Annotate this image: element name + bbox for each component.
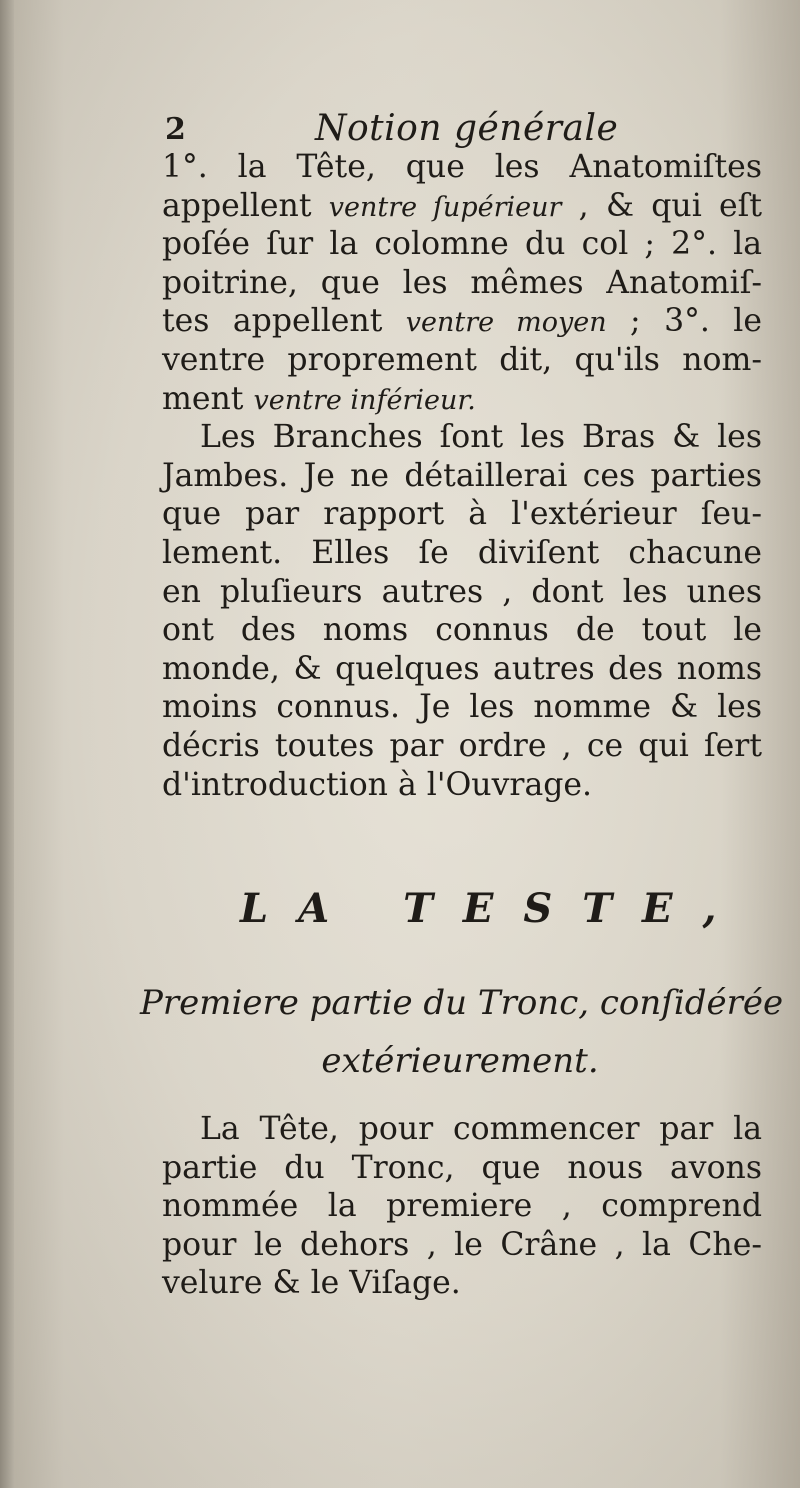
text-line: décris toutes par ordre , ce qui ſert <box>162 727 762 764</box>
italic-term: ventre ſupérieur <box>328 191 562 223</box>
text-line: lement. Elles ſe diviſent chacune <box>162 534 762 571</box>
section-heading: LA TESTE, <box>240 885 747 932</box>
subheading-line: Premiere partie du Tronc, conſidérée <box>140 983 784 1023</box>
text-line: La Tête, pour commencer par la <box>200 1111 762 1147</box>
text-line: poſée ſur la colomne du col ; 2°. la <box>162 226 762 263</box>
text-line: velure & le Viſage. <box>162 1265 461 1302</box>
text-line: Les Branches ſont les Bras & les <box>200 419 762 456</box>
text-line: 1°. la Tête, que les Anatomiſtes <box>162 149 762 185</box>
text-line: ont des noms connus de tout le <box>162 612 762 649</box>
subheading-line: extérieurement. <box>321 1041 599 1081</box>
text-line: en pluſieurs autres , dont les unes <box>162 573 762 610</box>
text-line: appellent ventre ſupérieur , & qui eſt <box>162 187 762 224</box>
text-line: moins connus. Je les nomme & les <box>162 689 762 726</box>
text-line: ment ventre inférieur. <box>162 380 476 417</box>
page-gutter-shadow <box>0 0 14 1488</box>
italic-term: ventre moyen <box>405 307 607 339</box>
section-subheading <box>140 974 784 1090</box>
text-line: Jambes. Je ne détaillerai ces parties <box>162 457 762 494</box>
text-line: d'introduction à l'Ouvrage. <box>162 766 593 803</box>
text-line: partie du Tronc, que nous avons <box>162 1149 762 1186</box>
running-title: Notion générale <box>315 108 619 149</box>
paragraph-1 <box>162 148 762 804</box>
text-line: pour le dehors , le Crâne , la Che- <box>162 1226 762 1263</box>
text-line: monde, & quelques autres des noms <box>162 650 762 687</box>
text-line: tes appellent ventre moyen ; 3°. le <box>162 303 763 340</box>
text-line: que par rapport à l'extérieur ſeu- <box>162 496 762 533</box>
paragraph-3 <box>162 1110 762 1303</box>
italic-term: ventre inférieur. <box>253 384 476 416</box>
page-number: 2 <box>165 112 186 147</box>
text-line: nommée la premiere , comprend <box>162 1188 762 1225</box>
text-line: ventre proprement dit, qu'ils nom- <box>162 341 762 378</box>
text-line: poitrine, que les mêmes Anatomiſ- <box>162 264 762 301</box>
